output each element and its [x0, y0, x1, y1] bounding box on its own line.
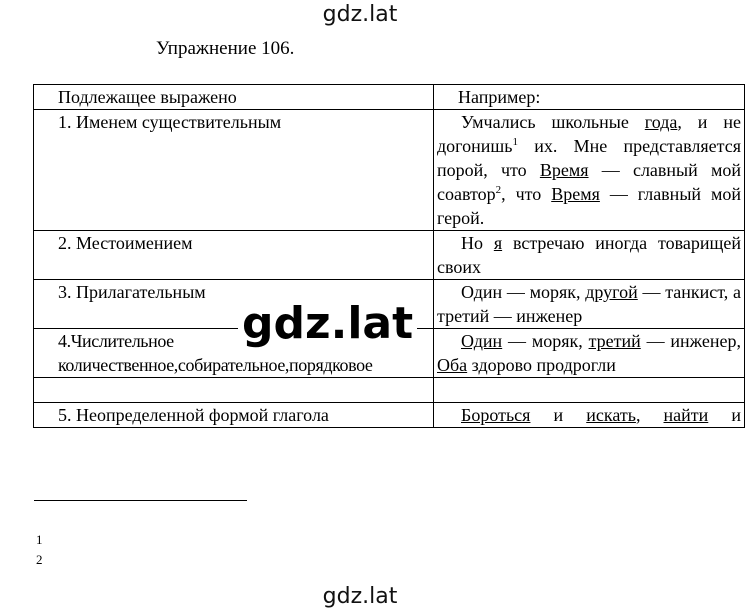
footnote-divider: [34, 500, 247, 501]
row4-left: 4.Числительное количественное,собирательное,порядковое: [34, 329, 434, 378]
footnote-1: 1: [36, 532, 43, 547]
watermark-top: gdz.lat: [322, 2, 398, 27]
row5-left: 5. Неопределенной формой глагола: [34, 403, 434, 428]
subject-table: [33, 84, 745, 428]
table-row-empty: [34, 378, 745, 403]
header-right: Например:: [434, 85, 745, 110]
exercise-title: Упражнение 106.: [156, 38, 295, 59]
table-row: [34, 231, 745, 280]
row3-example: Один — моряк, другой — танкист, а третий — инженер: [434, 280, 745, 329]
row2-left: 2. Местоимением: [34, 231, 434, 280]
row3-left: 3. Прилагательным: [34, 280, 434, 329]
table-row: [34, 403, 745, 428]
row5-example: Бороться и искать, найти и: [434, 403, 745, 428]
watermark-center: gdz.lat: [238, 298, 417, 350]
row1-left: 1. Именем существительным: [34, 110, 434, 231]
row1-example: Умчались школьные года, и не догонишь$^1$ их. Мне представляется порой, что Время — славный мой соавтор$^2$, что Время — главный мой герой.: [434, 110, 745, 231]
footnote-2: 2: [36, 552, 43, 567]
row4-example: Один — моряк, третий — инженер, Оба здорово продрогли: [434, 329, 745, 378]
table-row: [34, 85, 745, 110]
table-row: [34, 110, 745, 231]
header-left: Подлежащее выражено: [34, 85, 434, 110]
watermark-bottom: gdz.lat: [322, 584, 398, 609]
row2-example: Но я встречаю иногда товарищей своих: [434, 231, 745, 280]
